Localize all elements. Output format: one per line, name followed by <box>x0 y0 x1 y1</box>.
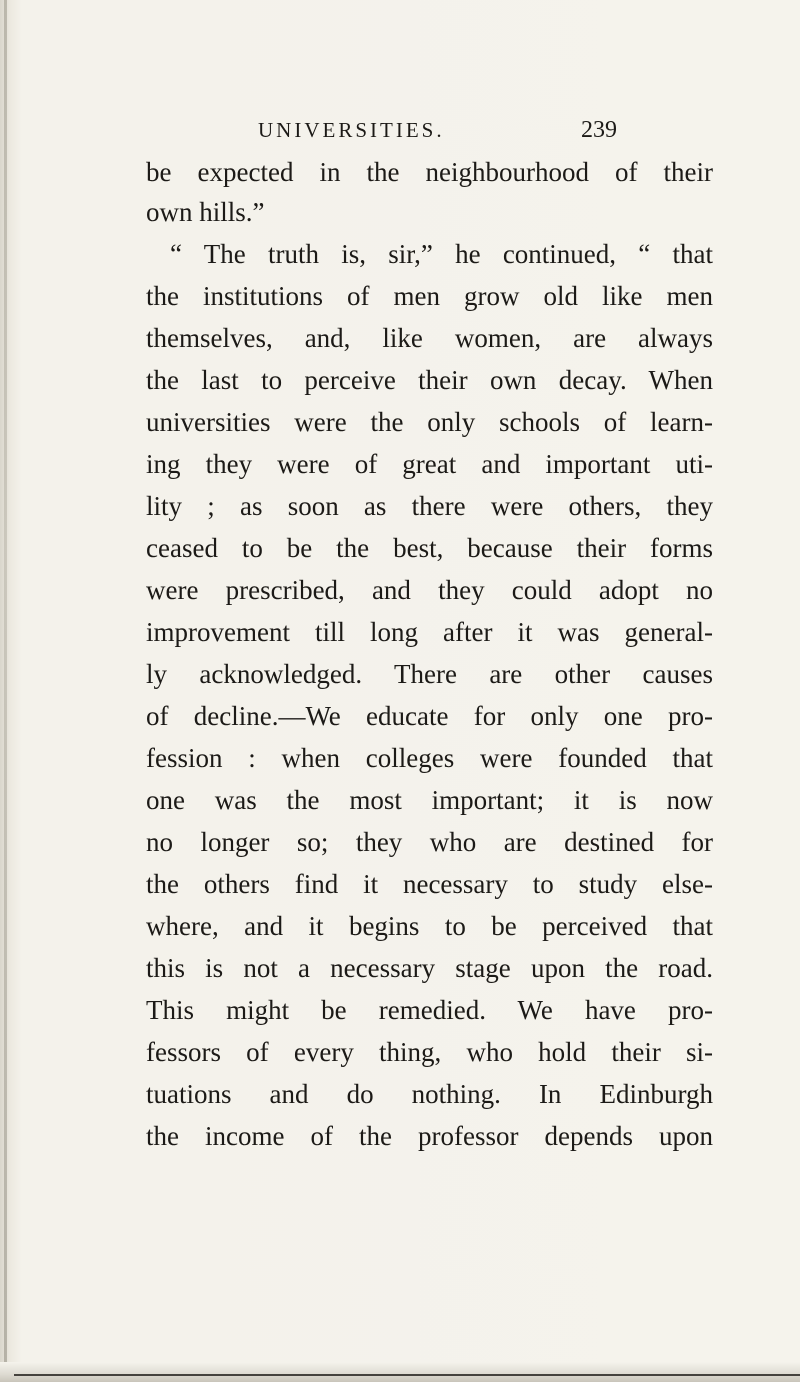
page-bottom-rule <box>14 1374 800 1376</box>
text-line: the institutions of men grow old like men <box>146 281 713 311</box>
text-line: fessors of every thing, who hold their si- <box>146 1037 713 1067</box>
text-line: universities were the only schools of learn- <box>146 407 713 437</box>
text-line: ly acknowledged. There are other causes <box>146 659 713 689</box>
running-head-title: UNIVERSITIES. <box>258 118 445 142</box>
text-line: fession : when colleges were founded that <box>146 743 713 773</box>
text-line: improvement till long after it was general- <box>146 617 713 647</box>
text-line: lity ; as soon as there were others, they <box>146 491 713 521</box>
text-line: ceased to be the best, because their forms <box>146 533 713 563</box>
text-line: the others find it necessary to study else- <box>146 869 713 899</box>
text-line: one was the most important; it is now <box>146 785 713 815</box>
text-line: ing they were of great and important uti- <box>146 449 713 479</box>
text-line: the income of the professor depends upon <box>146 1121 713 1151</box>
page-bottom-edge <box>0 1362 800 1382</box>
text-line: the last to perceive their own decay. When <box>146 365 713 395</box>
text-line: “ The truth is, sir,” he continued, “ that <box>170 239 713 269</box>
text-line: themselves, and, like women, are always <box>146 323 713 353</box>
page-number: 239 <box>581 117 617 143</box>
running-head <box>0 112 800 148</box>
text-line: own hills.” <box>146 197 265 227</box>
text-line: This might be remedied. We have pro- <box>146 995 713 1025</box>
text-line: no longer so; they who are destined for <box>146 827 713 857</box>
text-line: of decline.—We educate for only one pro- <box>146 701 713 731</box>
text-line: were prescribed, and they could adopt no <box>146 575 713 605</box>
text-line: this is not a necessary stage upon the road. <box>146 953 713 983</box>
text-line: be expected in the neighbourhood of their <box>146 157 713 187</box>
text-line: tuations and do nothing. In Edinburgh <box>146 1079 713 1109</box>
page-gutter-edge <box>4 0 7 1382</box>
text-line: where, and it begins to be perceived that <box>146 911 713 941</box>
